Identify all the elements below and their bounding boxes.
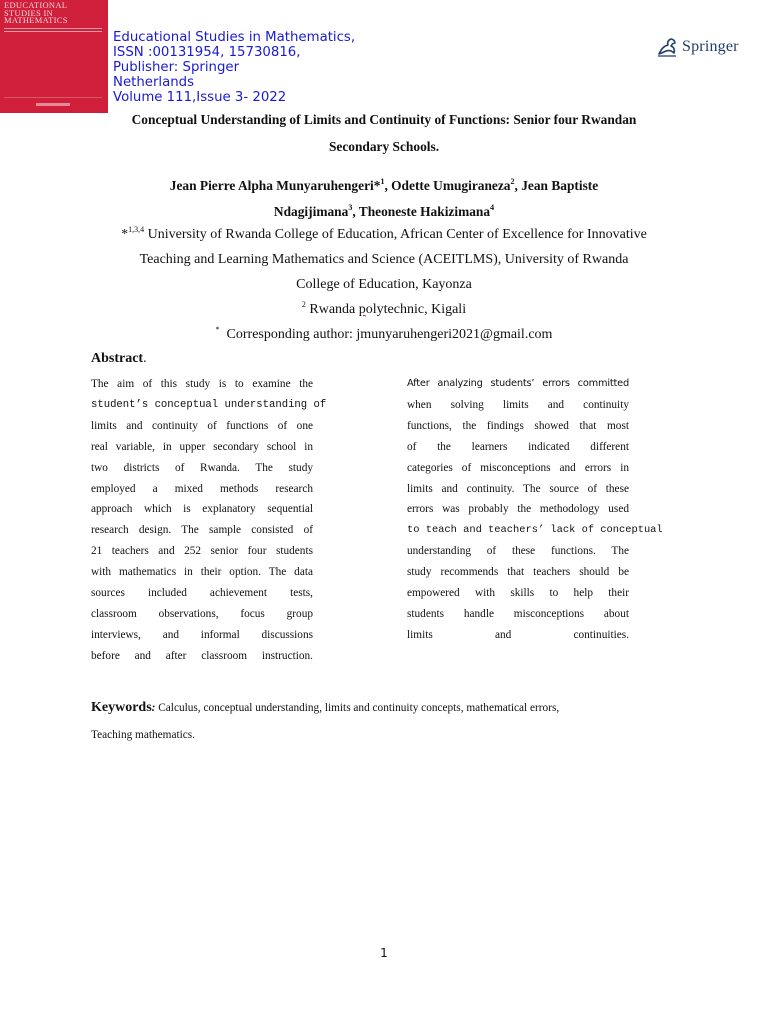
affiliation-text: University of Rwanda College of Education, African Center of Excellence for Innovative — [144, 227, 647, 242]
abstract-line: understanding of these functions. The — [407, 545, 629, 558]
abstract-heading — [91, 351, 147, 367]
journal-publisher: Publisher: Springer — [113, 60, 240, 75]
page-number: 1 — [380, 946, 388, 960]
abstract-line: student’s conceptual understanding of — [91, 398, 327, 411]
abstract-line: classroom observations, focus group — [91, 607, 313, 620]
spellcheck-mark: p — [358, 302, 366, 317]
abstract-line: real variable, in upper secondary school in — [91, 440, 313, 453]
cover-title: EDUCATIONAL STUDIES IN MATHEMATICS — [4, 0, 68, 26]
keywords-colon: : — [151, 702, 156, 714]
keywords-line — [91, 722, 651, 749]
author-name: , Odette Umugiraneza — [384, 178, 511, 193]
title-line: Secondary Schools. — [328, 139, 440, 154]
corresponding-marker: * — [215, 325, 220, 334]
author-affiliation-mark: 1 — [380, 177, 385, 186]
abstract-line: research design. The sample consisted of — [91, 524, 313, 537]
author-name: , Theoneste Hakizimana — [352, 204, 491, 219]
journal-country: Netherlands — [113, 75, 195, 90]
author-affiliation-mark: 4 — [490, 203, 495, 212]
cover-rule — [4, 31, 102, 32]
abstract-line: with mathematics in their option. The data — [91, 566, 313, 579]
author-list — [60, 173, 708, 225]
keywords-line — [91, 694, 651, 722]
abstract-heading-period: . — [143, 351, 147, 366]
abstract-line: sources included achievement tests, — [91, 587, 313, 600]
journal-info — [113, 30, 355, 105]
abstract-line: two districts of Rwanda. The study — [91, 461, 313, 474]
abstract-line: functions, the findings showed that most — [407, 419, 629, 432]
abstract-line: study recommends that teachers should be — [407, 566, 629, 579]
affiliation-line — [60, 222, 708, 247]
abstract-line: 21 teachers and 252 senior four students — [91, 545, 313, 558]
keywords-label: Keywords — [91, 700, 152, 715]
springer-wordmark: Springer — [682, 38, 739, 55]
journal-name: Educational Studies in Mathematics, — [113, 30, 356, 45]
abstract-heading-text: Abstract — [91, 351, 144, 366]
affiliation-text: olytechnic, Kigali — [365, 302, 467, 317]
keywords-text: Teaching mathematics — [91, 729, 193, 741]
author-name: Ndagijimana — [273, 204, 349, 219]
abstract-line: The aim of this study is to examine the — [91, 378, 313, 390]
abstract-line: empowered with skills to help their — [407, 587, 629, 600]
corresponding-author — [60, 322, 708, 347]
keywords-text: Calculus, conceptual understanding, limits and continuity concepts, mathematical errors, — [155, 702, 560, 714]
title-line: Conceptual Understanding of Limits and Continuity of Functions: Senior four Rwandan — [131, 112, 637, 127]
affiliation-sup: 1,3,4 — [128, 225, 145, 234]
journal-volume: Volume 111,Issue 3- 2022 — [113, 90, 287, 105]
springer-logo — [656, 36, 739, 58]
author-name: Jean Pierre Alpha Munyaruhengeri* — [169, 178, 381, 193]
abstract-line: students handle misconceptions about — [407, 607, 629, 620]
paper-title — [60, 106, 708, 160]
springer-horse-icon — [656, 37, 678, 57]
journal-cover-image — [0, 0, 108, 113]
abstract-line: of the learners indicated different — [407, 440, 629, 453]
abstract-column-right — [407, 374, 663, 646]
keywords — [91, 694, 651, 749]
abstract-line: categories of misconceptions and errors in — [407, 461, 629, 474]
affiliations — [60, 222, 708, 322]
affiliation-marker: * — [121, 227, 129, 242]
abstract-line: limits and continuity. The source of these — [407, 482, 629, 495]
abstract-line: interviews, and informal discussions — [91, 628, 313, 641]
author-affiliation-mark: 2 — [510, 177, 515, 186]
abstract-line: limits and continuity of functions of one — [91, 419, 313, 432]
keywords-period: . — [192, 729, 195, 741]
corresponding-text: Corresponding author: jmunyaruhengeri2021@gmail.com — [226, 327, 553, 342]
author-affiliation-mark: 3 — [348, 203, 353, 212]
affiliation-sup: 2 — [301, 300, 306, 309]
affiliation-line — [60, 297, 708, 322]
affiliation-line: College of Education, Kayonza — [296, 277, 472, 292]
author-name: , Jean Baptiste — [514, 178, 599, 193]
abstract-line: After analyzing students’ errors committed — [407, 378, 629, 389]
abstract-line: employed a mixed methods research — [91, 482, 313, 495]
abstract-line: errors was probably the methodology used — [407, 503, 629, 516]
cover-rule — [4, 28, 102, 29]
journal-issn: ISSN :00131954, 15730816, — [113, 45, 301, 60]
abstract-column-left — [91, 374, 327, 667]
cover-rule — [4, 97, 102, 98]
affiliation-line: Teaching and Learning Mathematics and Science (ACEITLMS), University of Rwanda — [139, 252, 629, 267]
abstract-line: when solving limits and continuity — [407, 398, 629, 411]
abstract-line: before and after classroom instruction. — [91, 649, 313, 662]
abstract-line: to teach and teachers’ lack of conceptual — [407, 524, 663, 537]
abstract-line: approach which is explanatory sequential — [91, 503, 313, 516]
author-line — [60, 173, 708, 199]
affiliation-text: Rwanda — [305, 302, 359, 317]
abstract-line: limits and continuities. — [407, 628, 629, 641]
